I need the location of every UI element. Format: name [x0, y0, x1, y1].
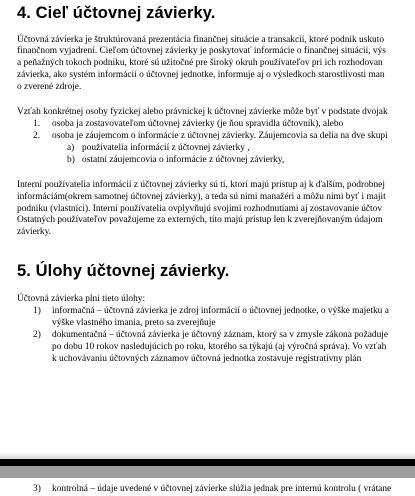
text-line: Účtovná závierka je štruktúrovaná prezentácia finančnej situácie a transakcií, ktoré podnik uskuto: [17, 35, 385, 45]
text-line: Interní používatelia informácií z účtovnej závierky sú tí, ktorí majú prístup aj k ďalším, podrobnej: [17, 180, 385, 190]
sub-list-letter: a): [67, 143, 75, 153]
list-text: výške vlastného imania, preto sa zverejňuje: [52, 318, 216, 328]
list-number: 1.: [33, 119, 41, 129]
list-text: osoba je záujemcom o informácie z účtovnej závierky. Záujemcovia sa delia na dve skupi: [52, 131, 388, 141]
heading-section-4: 4. Cieľ účtovnej závierky.: [17, 4, 216, 22]
text-line: závierky.: [17, 227, 52, 237]
list-text: po dobu 10 rokov nasledujúcich po roku, ktorého sa týkajú (aj výročná správa). Vo vzťah: [52, 342, 387, 352]
text-line: finančnom vyjadrení. Cieľom účtovnej závierky je poskytovať informácie o finančnej situácii, výs: [17, 46, 386, 56]
list-text: osoba ja zostavovateľom účtovnej závierky (je ňou spravidla účtovník), alebo: [52, 119, 344, 129]
list-text: k uchovávaniu účtovných záznamov účtovná jednotka zostavuje registratívny plán: [52, 354, 362, 364]
list-number: 1): [33, 306, 41, 316]
text-line: o zverené zdroje.: [17, 82, 82, 92]
heading-section-5: 5. Úlohy účtovnej závierky.: [17, 262, 230, 280]
text-line: závierka, ako systém informácií o účtovnej jednotke, informuje aj o výsledkoch starostlivosti man: [17, 70, 385, 80]
page-gap: [0, 466, 415, 478]
text-line: Ostatných používateľov považujeme za externých, títo majú prístup len k zverejňovaným údajom: [17, 215, 383, 225]
list-text: kontrolná – údaje uvedené v účtovnej závierke slúžia jednak pre internú kontrolu ( vrátane: [52, 484, 392, 494]
paragraph-relationship: Vzťah konkrétnej osoby fyzickej alebo právnickej k účtovnej závierke môže byť v podstate dvojak: [17, 107, 388, 117]
page-break-border: [0, 459, 415, 466]
text-line: a peňažných tokoch podniku, ktoré sú užitočné pre široký okruh používateľov pri ich rozhodovan: [17, 58, 383, 68]
text-line: podniku (vlastníci). Interní používatelia ovplyvňujú svojimi rozhodnutiami aj zostavovanie účtov: [17, 204, 383, 214]
list-number: 3): [33, 484, 41, 494]
list-text: dokumentačná – účtovná závierka je účtovný záznam, ktorý sa v zmysle zákona požaduje: [52, 330, 389, 340]
list-text: informačná – účtovná závierka je zdroj informácií o účtovnej jednotke, o výške majetku a: [52, 306, 389, 316]
document-page-2: [0, 478, 415, 496]
text-line: informáciám(okrem samotnej účtovnej závierky), a teda sú nimi manažéri a môžu nimi byť i majit: [17, 192, 386, 202]
list-number: 2): [33, 330, 41, 340]
sub-list-text: používatelia informácií z účtovnej závierky ,: [82, 143, 250, 153]
list-number: 2.: [33, 131, 41, 141]
page-bottom-shadow: [0, 452, 415, 459]
tasks-intro: Účtovná závierka plní tieto úlohy:: [17, 294, 146, 304]
sub-list-letter: b): [67, 155, 75, 165]
sub-list-text: ostatní záujemcovia o informácie z účtovnej závierky,: [82, 155, 285, 165]
